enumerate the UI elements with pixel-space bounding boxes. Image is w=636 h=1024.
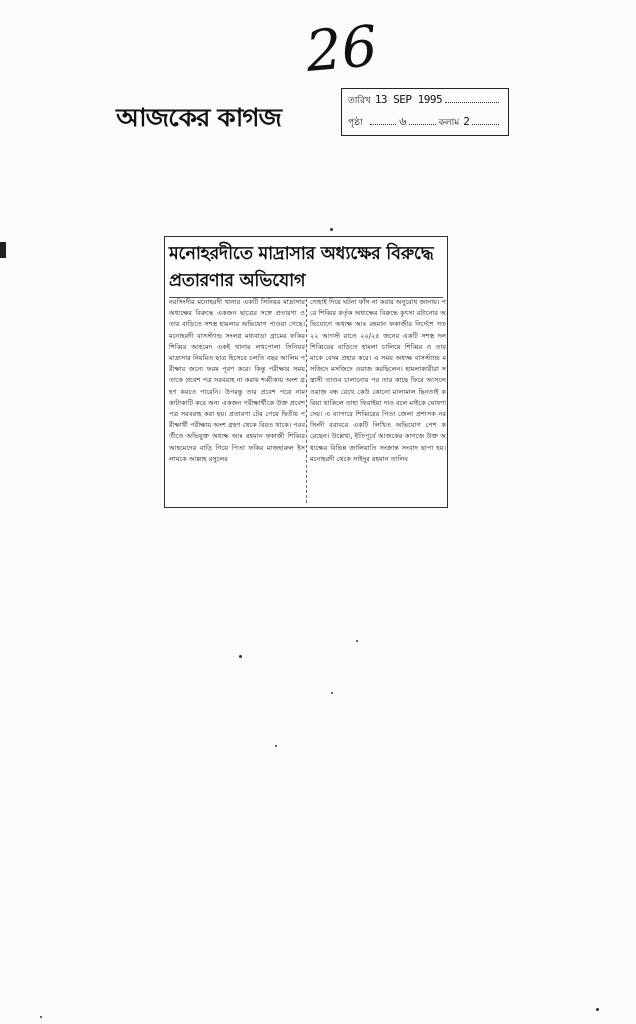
scan-speck: [275, 745, 277, 747]
stamp-dotted-line: [370, 115, 397, 125]
column-divider: [306, 299, 307, 503]
stamp-column-label: কলাম: [438, 118, 460, 128]
newspaper-masthead: আজকের কাগজ: [116, 103, 281, 132]
handwritten-page-number: 26: [303, 14, 380, 85]
stamp-dotted-line: [445, 93, 499, 103]
stamp-page-row: [348, 113, 502, 133]
stamp-page-value: ৬: [399, 115, 406, 128]
stamp-dotted-line: [472, 115, 499, 125]
scan-speck: [356, 640, 358, 642]
scan-speck: [239, 655, 242, 658]
article-column-right: দোহাই দিয়ে ঘটনা ফাঁস না করার অনুরোধ জানায়। পরে শিব্বির কর্তৃক অধ্যক্ষের বিরুদ্ধে কুৎসা রটানোর অভিযোগে অধ্যক্ষ আঃ রহমান ফকাজীর নির্দেশে গত ২২ আগস্ট রাতে ২০/২৫ জনের একটি সশস্ত্র দল শিব্বিরের বাড়িতে হামলা চালিয়ে শিব্বির ও তার মাকে বেদম প্রহার করে। এ সময় অধ্যক্ষ বাসস্ট্যান্ড মসজিদে মসজিদে ওয়াজ করছিলেন। হামলাকারীরা সন্ত্রাসী তাণ্ডব চালানোর পর তার কাছে ফিরে আসলে ওয়াজ বন্ধ রেখে কেউ কোনো মালামাল ছিনতাই করিয়া থাকিলে তাহা ফিরাইয়া দাও বলে মাইকে ঘোষণা দেয়। এ ব্যাপারে শিব্বিরের পিতা জেলা প্রশাসক নরসিংদী বরাবরে একটি লিখিত অভিযোগ পেশ করেছেন। উল্লেখ্য, ইতিপূর্বে আজকের কাগজে উক্ত অধ্যক্ষের বিভিন্ন জালিয়াতি সংক্রান্ত সংবাদ ছাপা হয়। মনোহরদী থেকে সাইদুর রহমান তালিব: [310, 298, 446, 463]
stamp-date-row: [348, 93, 502, 113]
scan-speck: [596, 1008, 599, 1011]
stamp-page-label: পৃষ্ঠা: [348, 118, 363, 128]
stamp-dotted-line: [409, 115, 436, 125]
article-headline: মনোহরদীতে মাদ্রাসার অধ্যক্ষের বিরুদ্ধে প্রতারণার অভিযোগ: [169, 241, 443, 298]
stamp-date-value: 13 SEP 1995: [374, 93, 443, 106]
news-clipping: [164, 236, 448, 508]
article-column-left: নরসিংদীর মনোহরদী থানার একটি সিনিয়র মাদ্রাসার অধ্যক্ষের বিরুদ্ধে একজন ছাত্রের সঙ্গে প্রতারণা ও তার বাড়িতে সশস্ত্র হামলার অভিযোগ পাওয়া গেছে। মনোহরদী বাসস্ট্যান্ড সংলগ্ন মধ্যবাড়া গ্রামের ফকির শিব্বির আহমেদ একই থানার লখপোলা সিনিয়র মাদ্রাসার নিয়মিত ছাত্র হিসেবে চলতি বছর আলিম পরীক্ষার জন্যে ফরম পূরণ করে। কিন্তু পরীক্ষার সময় তাকে প্রবেশ পত্র সরবরাহ না করায় শব্বীকায় অংশ গ্রহণ করতে পারেনি। উপরন্তু তার প্রবেশ পত্রে নাম কাটাকাটি করে অন্য একজন পরীক্ষার্থীকে উক্ত প্রবেশ পত্র সরবরাহ করা হয়। প্রতারণা টের পেয়ে দ্বিতীয় পরীক্ষার্থী পরীক্ষায় অংশ গ্রহণ থেকে বিরত থাকে। পরবর্তীতে অভিযুক্ত অধ্যক্ষ আঃ রহমান ফকাজী শিব্বির আহমেদের বাড়ি গিয়ে পিতা ফকির মাজহারুল ইসলামকে আল্লাহ রসুলের: [169, 298, 305, 463]
scan-speck: [331, 692, 333, 694]
scan-speck: [40, 1016, 42, 1018]
date-stamp: [341, 88, 509, 136]
stamp-column-value: 2: [463, 115, 470, 128]
scan-speck: [330, 228, 333, 231]
stamp-date-label: তারিখ: [348, 96, 371, 106]
scan-edge-mark: [0, 242, 6, 258]
